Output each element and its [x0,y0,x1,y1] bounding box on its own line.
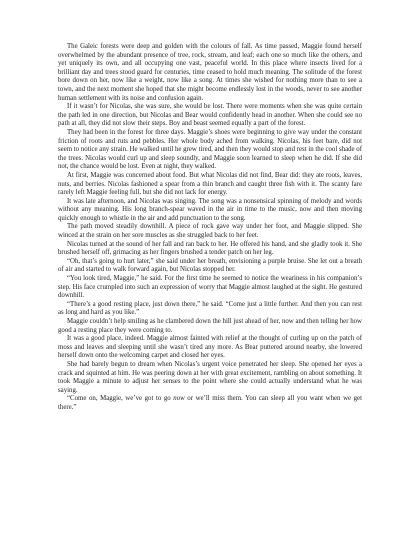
emphasis-text: now [173,395,185,403]
paragraph: The path moved steadily downhill. A piece of rock gave way under her foot, and Maggie slipped. She winced at the strain on her sore muscles as she struggled back to her feet. [58,223,362,240]
paragraph-last [58,395,362,412]
paragraph: Nicolas turned at the sound of her fall and ran back to her. He offered his hand, and she gladly took it. She brushed herself off, grimacing as her fingers brushed a tender patch on her leg. [58,240,362,257]
paragraph: “Oh, that’s going to hurt later,” she said under her breath, envisioning a purple bruise. She let out a breath of air and started to walk forward again, but Nicolas stopped her. [58,257,362,274]
text-run: or we’ll miss them. You can sleep all you want when we get there.” [58,395,362,411]
text-run: “Come on, Maggie, we’ve got to go [67,395,174,403]
paragraph: The Galeic forests were deep and golden with the colours of fall. As time passed, Maggie found herself overwhelmed by the abundant presence of tree, rock, stream, and leaf; each one so much like the others, and yet uniquely its own, and all occupying one vast, peaceful world. In this place where insects lived for a brilliant day and trees stood guard for centuries, time ceased to hold much meaning. The solitude of the forest bore down on her, now like a weight, now like a song. At times she wished for nothing more than to see a town, and the next moment she hoped that she might become endlessly lost in the woods, never to see another human settlement with its noise and confusion again. [58,43,362,102]
paragraph: It was a good place, indeed. Maggie almost fainted with relief at the thought of curling up on the patch of moss and leaves and sleeping until she wasn’t tired any more. As Bear puttered around nearby, she lowered herself down onto the welcoming carpet and closed her eyes. [58,335,362,360]
paragraph: “There’s a good resting place, just down there,” he said. “Come just a little further. And then you can rest as long and hard as you like.” [58,300,362,317]
paragraph: It was late afternoon, and Nicolas was singing. The song was a nonsensical spinning of melody and words without any meaning. His long branch-spear waved in the air in time to the music, now and then moving quickly enough to whistle in the air and add punctuation to the song. [58,197,362,222]
paragraph: “You look tired, Maggie,” he said. For the first time he seemed to notice the weariness in his companion’s step. His face crumpled into such an expression of worry that Maggie almost laughed at the sight. He gestured downhill. [58,275,362,300]
paragraph: She had barely begun to dream when Nicolas’s urgent voice penetrated her sleep. She opened her eyes a crack and squinted at him. He was peering down at her with great excitement, rambling on about something. It took Maggie a minute to adjust her senses to the point where she could actually understand what he was saying. [58,360,362,394]
paragraph: If it wasn’t for Nicolas, she was sure, she would be lost. There were moments when she was quite certain the path led in one direction, but Nicolas and Bear would confidently head in another. When she could see no path at all, they did not slow their steps. Boy and beast seemed equally a part of the forest. [58,103,362,128]
paragraph: They had been in the forest for three days. Maggie’s shoes were beginning to give way under the constant friction of roots and ruts and pebbles. Her whole body ached from walking. Nicolas, his feet bare, did not seem to notice any strain. He walked until he grew tired, and then they would stop and rest in the cool shade of the trees. Nicolas would curl up and sleep soundly, and Maggie soon learned to sleep when he did. If she did not, the chance would be lost. Even at night, they walked. [58,128,362,171]
paragraph: Maggie couldn’t help smiling as he clambered down the hill just ahead of her, now and then telling her how good a resting place they were coming to. [58,318,362,334]
paragraph: At first, Maggie was concerned about food. But what Nicolas did not find, Bear did: they ate roots, leaves, nuts, and berries. Nicolas fashioned a spear from a thin branch and caught three fish with it. The scanty fare rarely left Maggie feeling full, but she did not lack for energy. [58,171,362,197]
